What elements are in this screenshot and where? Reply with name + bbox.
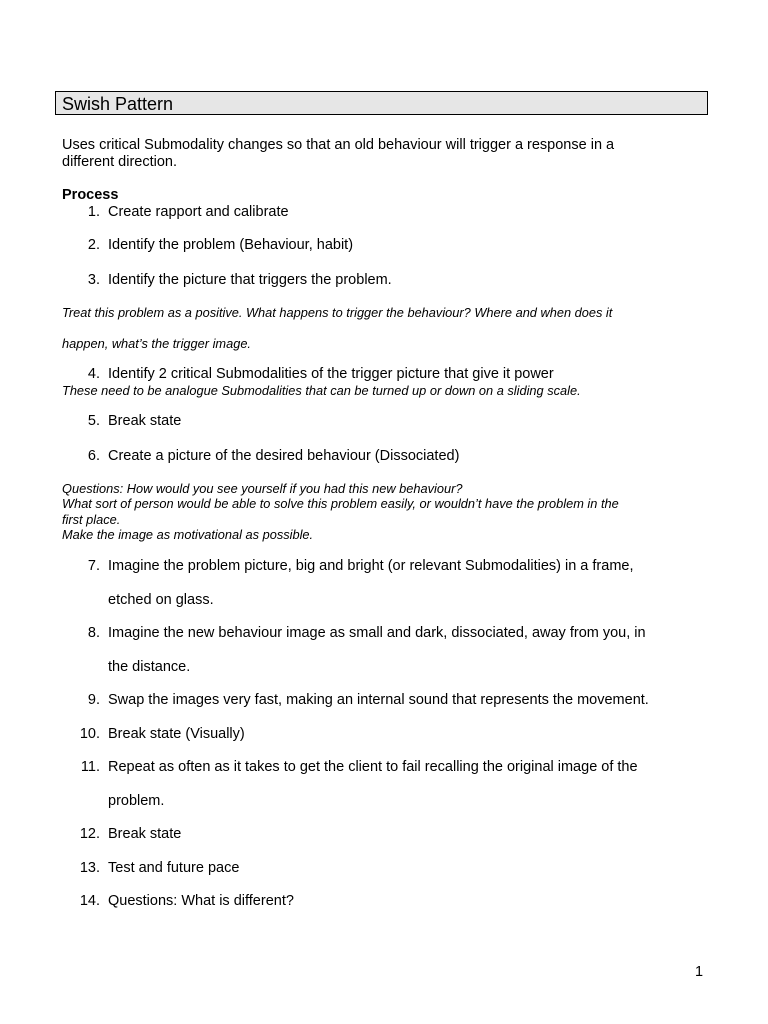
list-number-2: 2. [87,237,100,253]
list-item-11-cont: problem. [108,793,165,809]
note-questions-line-4: Make the image as motivational as possible. [62,527,314,542]
list-number-13: 13. [79,860,100,876]
process-heading: Process [62,187,119,203]
list-number-14: 14. [79,893,100,909]
list-item-7: Imagine the problem picture, big and bright (or relevant Submodalities) in a frame, [108,558,634,574]
list-number-12: 12. [79,826,100,842]
page-title: Swish Pattern [62,94,174,114]
list-item-8: Imagine the new behaviour image as small and dark, dissociated, away from you, in [108,625,646,641]
list-number-5: 5. [87,413,100,429]
list-number-1: 1. [87,204,100,220]
list-item-14: Questions: What is different? [108,893,294,909]
list-number-3: 3. [87,272,100,288]
list-item-4: Identify 2 critical Submodalities of the trigger picture that give it power [108,366,554,382]
list-item-1: Create rapport and calibrate [108,204,289,220]
note-questions-line-3: first place. [62,512,121,527]
list-item-6: Create a picture of the desired behaviour (Dissociated) [108,448,460,464]
list-item-2: Identify the problem (Behaviour, habit) [108,237,354,253]
list-item-13: Test and future pace [108,860,240,876]
list-item-8-cont: the distance. [108,659,191,675]
intro-line-2: different direction. [62,154,177,170]
list-item-7-cont: etched on glass. [108,592,214,608]
list-item-5: Break state [108,413,182,429]
note-trigger-line-2: happen, what’s the trigger image. [62,336,251,351]
section-title-box [55,91,708,115]
note-analogue: These need to be analogue Submodalities that can be turned up or down on a sliding scale. [62,383,581,398]
intro-line-1: Uses critical Submodality changes so that an old behaviour will trigger a response in a [62,137,615,153]
list-number-7: 7. [87,558,100,574]
list-number-4: 4. [87,366,100,382]
list-item-3: Identify the picture that triggers the problem. [108,272,392,288]
page-number: 1 [695,964,704,980]
list-number-10: 10. [79,726,100,742]
list-number-6: 6. [87,448,100,464]
list-item-11: Repeat as often as it takes to get the client to fail recalling the original image of the [108,759,638,775]
list-number-11: 11. [80,759,100,775]
list-item-9: Swap the images very fast, making an internal sound that represents the movement. [108,692,649,708]
list-number-8: 8. [87,625,100,641]
note-questions-line-2: What sort of person would be able to solve this problem easily, or wouldn’t have the problem in the [62,496,619,511]
list-item-10: Break state (Visually) [108,726,245,742]
list-number-9: 9. [87,692,100,708]
note-questions-line-1: Questions: How would you see yourself if you had this new behaviour? [62,481,463,496]
note-trigger-line-1: Treat this problem as a positive. What happens to trigger the behaviour? Where and when does it [62,305,613,320]
list-item-12: Break state [108,826,182,842]
